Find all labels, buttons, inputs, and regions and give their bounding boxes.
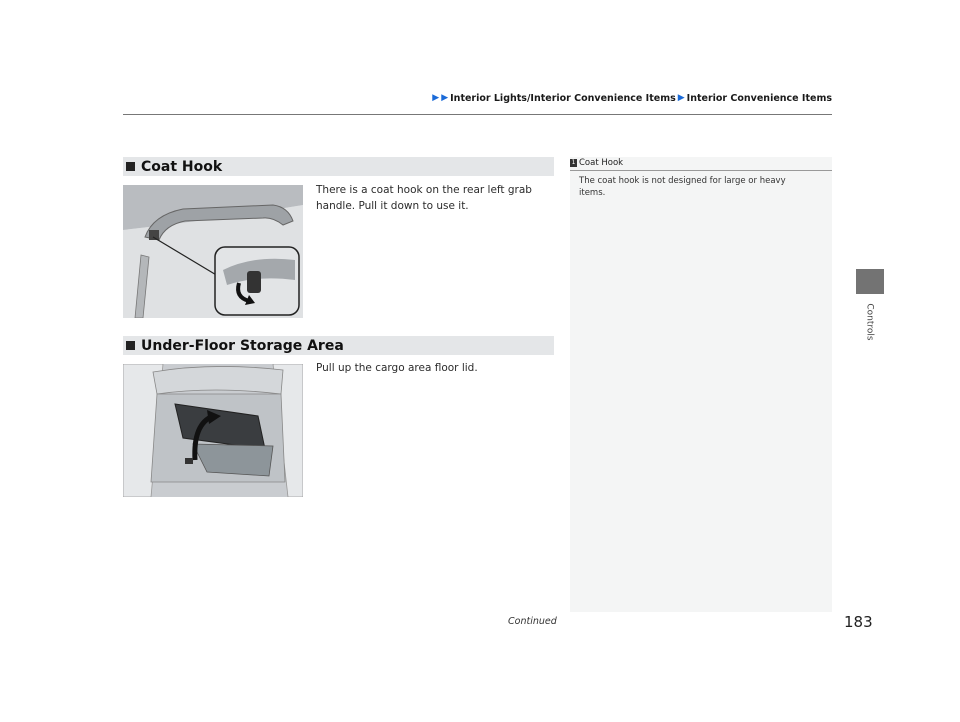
note-title [570, 158, 623, 168]
under-floor-storage-description [316, 360, 478, 376]
cargo-floor-lid-illustration [123, 364, 303, 497]
text-line: items. [579, 188, 606, 198]
coat-hook-illustration [123, 185, 303, 318]
triangle-right-icon: ▶ [677, 93, 685, 103]
note-box [570, 157, 832, 612]
chapter-label-text: Controls [864, 303, 875, 341]
square-bullet-icon [126, 341, 135, 350]
chapter-tab [856, 269, 884, 294]
breadcrumb [432, 93, 832, 104]
note-divider [570, 170, 832, 171]
triangle-right-icon: ▶ [441, 93, 449, 103]
section-title: Coat Hook [141, 158, 223, 175]
header-divider [123, 114, 832, 115]
breadcrumb-part1: Interior Lights/Interior Convenience Items [450, 93, 676, 104]
note-marker-icon: 1 [571, 159, 576, 166]
text-line: handle. Pull it down to use it. [316, 200, 469, 212]
continued-label: Continued [508, 616, 557, 627]
page-number: 183 [844, 613, 873, 631]
section-title: Under-Floor Storage Area [141, 337, 344, 354]
section-header-coat-hook [123, 157, 554, 176]
note-text [579, 175, 819, 199]
section-header-under-floor-storage [123, 336, 554, 355]
note-title-text: Coat Hook [579, 158, 624, 168]
chapter-tab-label [848, 300, 892, 344]
triangle-right-icon: ▶ [432, 93, 440, 103]
coat-hook-description [316, 182, 532, 214]
breadcrumb-part2: Interior Convenience Items [686, 93, 832, 104]
text-line: Pull up the cargo area floor lid. [316, 362, 478, 374]
text-line: There is a coat hook on the rear left grab [316, 184, 532, 196]
square-bullet-icon [126, 162, 135, 171]
text-line: The coat hook is not designed for large or heavy [579, 176, 786, 186]
